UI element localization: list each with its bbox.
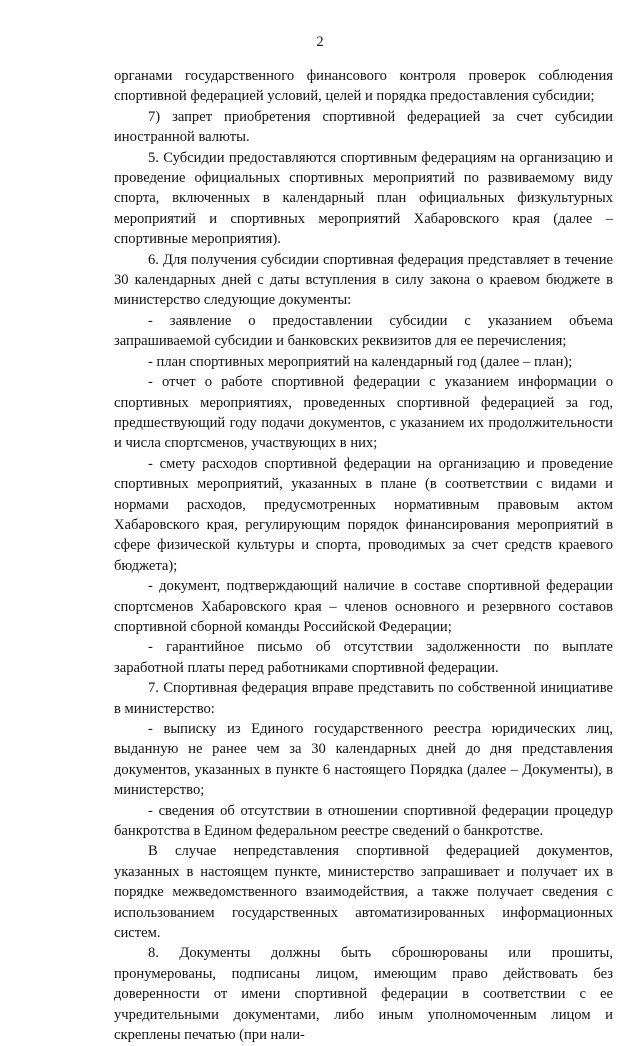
list-item-athletes-document: - документ, подтверждающий наличие в составе спортивной федерации спортсменов Хабаровского края – членов основного и резервного составов спортивной сборной команды Российской Федерации;: [114, 578, 613, 635]
paragraph-clause-6: 6. Для получения субсидии спортивная федерация представляет в течение 30 календарных дней с даты вступления в силу закона о краевом бюджете в министерство следующие документы:: [114, 251, 613, 309]
document-body: [114, 66, 613, 1046]
list-item-registry-extract: - выписку из Единого государственного реестра юридических лиц, выданную не ранее чем за 30 календарных дней до дня представления документов, указанных в пункте 6 настоящего Порядка (далее – Документы), в министерство;: [114, 721, 613, 799]
paragraph-interagency-request: В случае непредставления спортивной федерацией документов, указанных в настоящем пункте, министерство запрашивает и получает их в порядке межведомственного взаимодействия, а также получает сведения с использованием государственных автоматизированных информационных систем.: [114, 843, 613, 942]
paragraph-continuation: органами государственного финансового контроля проверок соблюдения спортивной федерацией условий, целей и порядка предоставления субсидии;: [114, 68, 613, 105]
list-item-budget-estimate: - смету расходов спортивной федерации на организацию и проведение спортивных мероприятий, указанных в плане (в соответствии с видами и нормами расходов, предусмотренных нормативным правовым актом Хабаровского края, регулирующим порядок финансирования мероприятий в сфере физической культуры и спорта, проводимых за счет средств краевого бюджета);: [114, 455, 613, 574]
list-item-bankruptcy-info: - сведения об отсутствии в отношении спортивной федерации процедур банкротства в Едином федеральном реестре сведений о банкротстве.: [114, 802, 613, 840]
paragraph-clause-5: 5. Субсидии предоставляются спортивным федерациям на организацию и проведение официальных спортивных мероприятий по развиваемому виду спорта, включенных в календарный план официальных физкультурных мероприятий и спортивных мероприятий Хабаровского края (далее – спортивные мероприятия).: [114, 149, 613, 248]
list-item-guarantee-letter: - гарантийное письмо об отсутствии задолженности по выплате заработной платы перед работниками спортивной федерации.: [114, 639, 613, 676]
list-item-report: - отчет о работе спортивной федерации с указанием информации о спортивных мероприятиях, проведенных спортивной федерацией за год, предшествующий году подачи документов, с указанием их продолжительности и числа спортсменов, участвующих в них;: [114, 374, 613, 452]
paragraph-clause-7: 7. Спортивная федерация вправе представить по собственной инициативе в министерство:: [114, 680, 613, 717]
paragraph-clause-8: 8. Документы должны быть сброшюрованы или прошиты, пронумерованы, подписаны лицом, имеющим право действовать без доверенности от имени спортивной федерации в соответствии с ее учредительными документами, либо иным уполномоченным лицом и скреплены печатью (при нали-: [114, 945, 613, 1044]
paragraph-item-7-currency-ban: 7) запрет приобретения спортивной федерацией за счет субсидии иностранной валюты.: [114, 108, 613, 146]
list-item-plan: - план спортивных мероприятий на календарный год (далее – план);: [148, 353, 573, 370]
list-item-application: - заявление о предоставлении субсидии с указанием объема запрашиваемой субсидии и банковских реквизитов для ее перечисления;: [114, 312, 613, 350]
page-number: 2: [316, 34, 324, 50]
